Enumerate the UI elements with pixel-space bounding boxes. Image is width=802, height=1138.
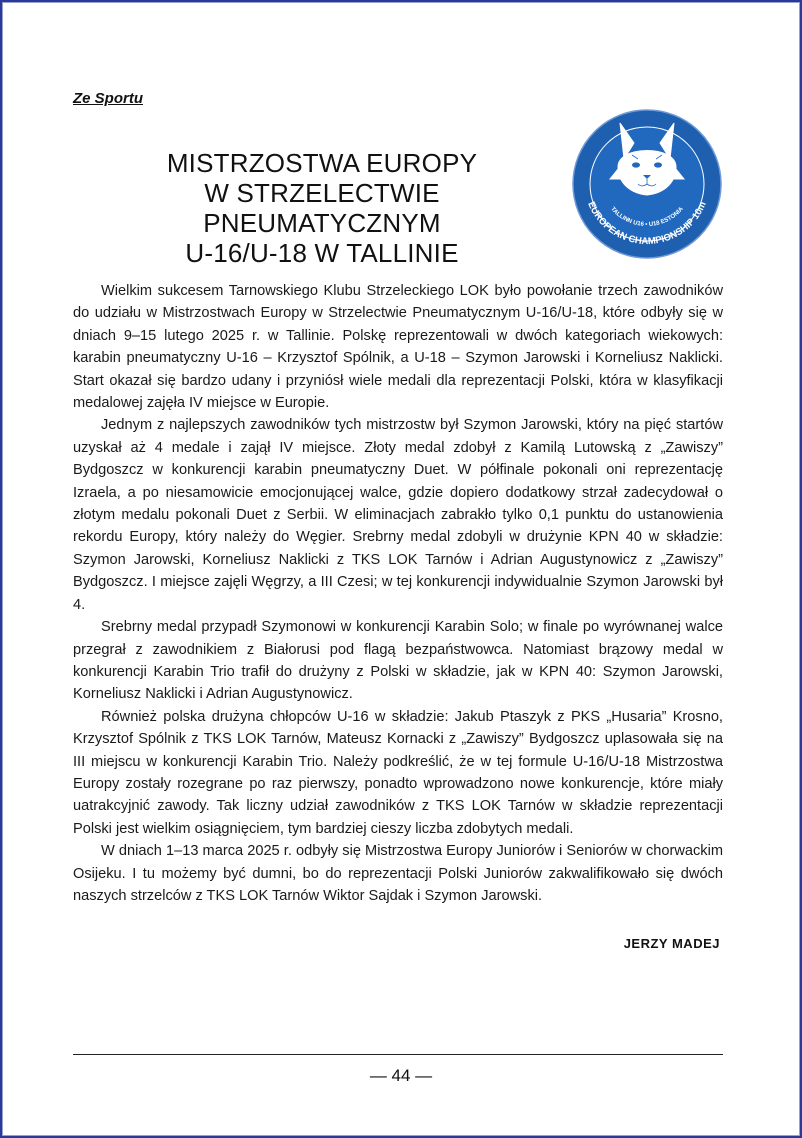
article-title <box>82 148 562 268</box>
title-line-3: U-16/U-18 W TALLINIE <box>185 238 459 268</box>
paragraph-1: Wielkim sukcesem Tarnowskiego Klubu Strzeleckiego LOK było powołanie trzech zawodników do udziału w Mistrzostwach Europy w Strzelectwie Pneumatycznym U-16/U-18, które odbyły się w dniach 9–15 lutego 2025 r. w Tallinie. Polskę reprezentowali w dwóch kategoriach wiekowych: karabin pneumatyczny U-16 – Krzysztof Spólnik, a U-18 – Szymon Jarowski i Korneliusz Naklicki. Start okazał się bardzo udany i przyniósł wiele medali dla reprezentacji Polski, która w klasyfikacji medalowej zajęła IV miejsce w Europie. <box>73 283 723 412</box>
logo-arc-small: TALLINN U16 • U18 ESTONIA <box>609 206 685 229</box>
article-body <box>73 280 723 907</box>
title-line-2: W STRZELECTWIE PNEUMATYCZNYM <box>203 178 441 238</box>
paragraph-5: W dniach 1–13 marca 2025 r. odbyły się Mistrzostwa Europy Juniorów i Seniorów w chorwackim Osijeku. I tu możemy być dumni, bo do reprezentacji Polski Juniorów zakwalifikowało się dwóch naszych strzelców z TKS LOK Tarnów Wiktor Sajdak i Szymon Jarowski. <box>73 843 723 904</box>
paragraph-3: Srebrny medal przypadł Szymonowi w konkurencji Karabin Solo; w finale po wyrównanej walce przegrał z zawodnikiem z Białorusi pod flagą bezpaństwowca. Natomiast brązowy medal w konkurencji Karabin Trio trafił do drużyny z Polski w składzie, jak w KPN 40: Szymon Jarowski, Korneliusz Naklicki i Adrian Augustynowicz. <box>73 619 723 703</box>
page-number: — 44 — <box>369 1066 433 1085</box>
paragraph-2: Jednym z najlepszych zawodników tych mistrzostw był Szymon Jarowski, który na pięć startów uzyskał aż 4 medale i zajął IV miejsce. Złoty medal zdobył z Kamilą Lutowską z „Zawiszy” Bydgoszcz w konkurencji karabin pneumatyczny Duet. W półfinale pokonali oni reprezentację Izraela, a po niesamowicie emocjonującej walce, gdzie dopiero dodatkowy strzał zadecydował o złotym medalu pokonali Duet z Serbii. W eliminacjach zabrakło tylko 0,1 punktu do ustanowienia rekordu Europy, który należy do Węgier. Srebrny medal zdobyli w drużynie KPN 40 w składzie: Szymon Jarowski, Korneliusz Naklicki z TKS LOK Tarnów i Adrian Augustynowicz z „Zawiszy” Bydgoszcz. I miejsce zajęli Węgrzy, a III Czesi; w tej konkurencji indywidualnie Szymon Jarowski był 4. <box>73 417 723 613</box>
title-line-1: MISTRZOSTWA EUROPY <box>166 148 478 178</box>
championship-logo <box>572 109 722 259</box>
author-signature: JERZY MADEJ <box>623 936 720 951</box>
logo-year: 2025 <box>635 185 659 196</box>
logo-arc-large: EUROPEAN CHAMPIONSHIP 10m <box>585 200 709 248</box>
section-label: Ze Sportu <box>73 90 143 107</box>
footer-divider <box>73 1054 723 1055</box>
paragraph-4: Również polska drużyna chłopców U-16 w składzie: Jakub Ptaszyk z PKS „Husaria” Krosno, Krzysztof Spólnik z TKS LOK Tarnów, Mateusz Kornacki z „Zawiszy” Bydgoszcz uplasowała się na III miejscu w konkurencji Karabin Trio. Należy podkreślić, że w tej formule U-16/U-18 Mistrzostwa Europy zostały rozegrane po raz pierwszy, ponadto wprowadzono nowe konkurencje, które miały uatrakcyjnić zawody. Tak liczny udział zawodników z TKS LOK Tarnów w składzie reprezentacji Polski jest wielkim osiągnięciem, tym bardziej cieszy liczba zdobytych medali. <box>73 708 723 837</box>
